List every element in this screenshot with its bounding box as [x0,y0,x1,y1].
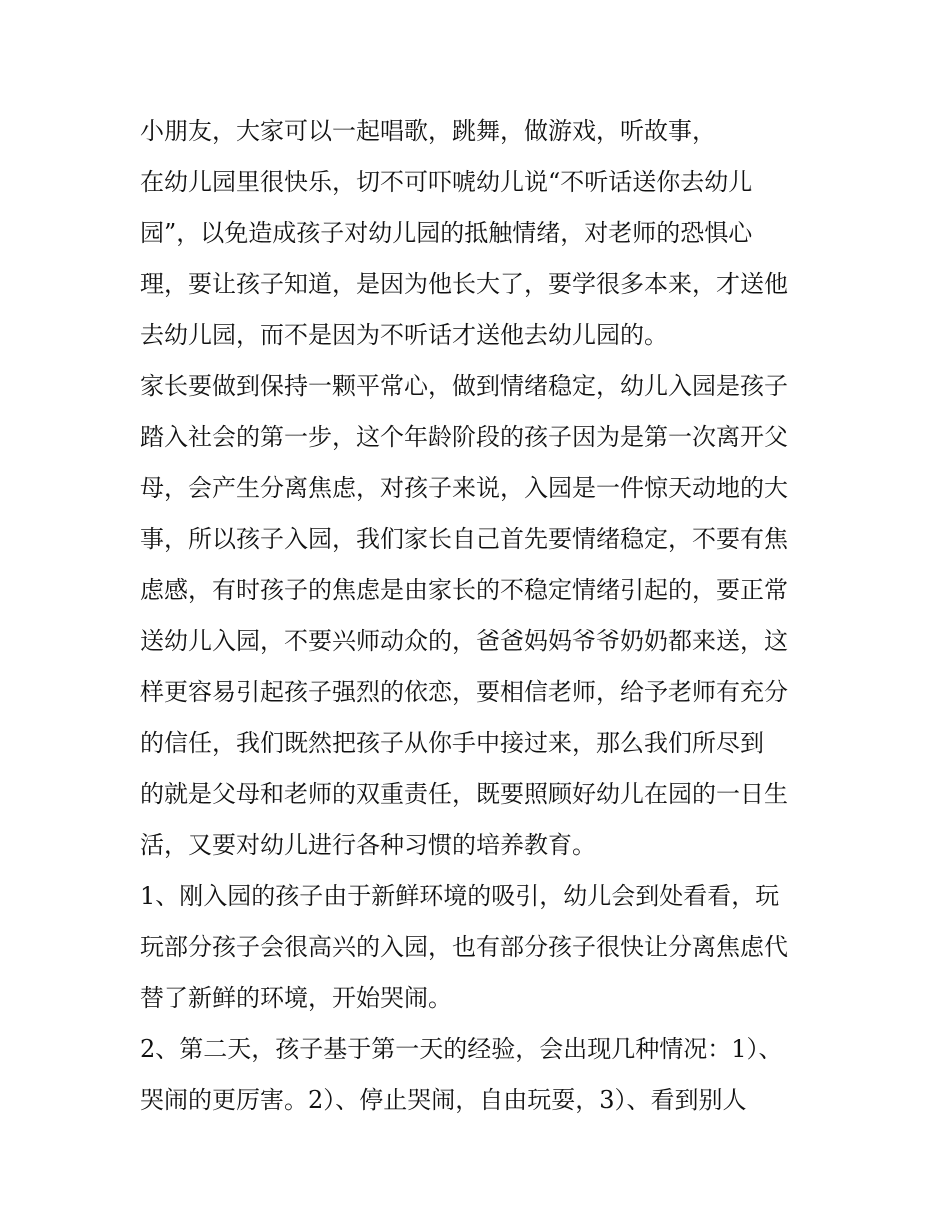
text-line: 的就是父母和老师的双重责任，既要照顾好幼儿在园的一日生 [140,780,788,808]
text-line: 玩部分孩子会很高兴的入园，也有部分孩子很快让分离焦虑代 [140,933,788,961]
text-line: 在幼儿园里很快乐，切不可吓唬幼儿说“不听话送你去幼儿 [140,168,753,196]
text-line: 事，所以孩子入园，我们家长自己首先要情绪稳定，不要有焦 [140,525,788,553]
text-line: 哭闹的更厉害。2）、停止哭闹，自由玩耍，3）、看到别人 [140,1086,747,1114]
text-line: 的信任，我们既然把孩子从你手中接过来，那么我们所尽到 [140,729,764,757]
text-line: 母，会产生分离焦虑，对孩子来说，入园是一件惊天动地的大 [140,474,788,502]
text-line: 送幼儿入园，不要兴师动众的，爸爸妈妈爷爷奶奶都来送，这 [140,627,788,655]
text-line: 样更容易引起孩子强烈的依恋，要相信老师，给予老师有充分 [140,678,788,706]
text-line: 园”，以免造成孩子对幼儿园的抵触情绪，对老师的恐惧心 [140,219,753,247]
document-body [140,106,820,1126]
text-line: 小朋友，大家可以一起唱歌，跳舞，做游戏，听故事， [140,117,716,145]
text-line: 踏入社会的第一步，这个年龄阶段的孩子因为是第一次离开父 [140,423,788,451]
text-line: 活，又要对幼儿进行各种习惯的培养教育。 [140,831,596,859]
text-line: 替了新鲜的环境，开始哭闹。 [140,984,452,1012]
text-line: 虑感，有时孩子的焦虑是由家长的不稳定情绪引起的，要正常 [140,576,788,604]
text-line: 去幼儿园，而不是因为不听话才送他去幼儿园的。 [140,321,668,349]
text-line: 理，要让孩子知道，是因为他长大了，要学很多本来，才送他 [140,270,788,298]
text-line: 家长要做到保持一颗平常心，做到情绪稳定，幼儿入园是孩子 [140,372,788,400]
text-line: 1、刚入园的孩子由于新鲜环境的吸引，幼儿会到处看看，玩 [140,882,780,910]
text-line: 2、第二天，孩子基于第一天的经验，会出现几种情况：1）、 [140,1035,783,1063]
